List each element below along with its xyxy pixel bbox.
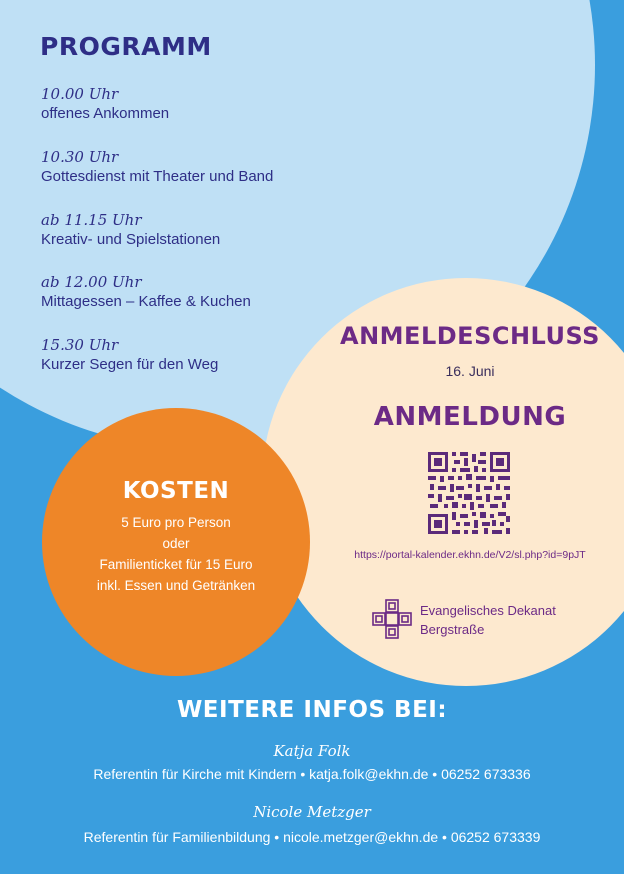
contact-name: Nicole Metzger xyxy=(253,803,371,821)
programm-item xyxy=(41,210,220,250)
programm-item xyxy=(41,335,218,375)
contact-name: Katja Folk xyxy=(273,742,351,760)
contact-details: Referentin für Kirche mit Kindern • katja.folk@ekhn.de • 06252 673336 xyxy=(93,766,531,782)
programm-item-time: ab 12.00 Uhr xyxy=(41,273,142,291)
anmeldeschluss-date: 16. Juni xyxy=(445,363,495,379)
qr-code[interactable] xyxy=(426,450,512,536)
kosten-line: Familienticket für 15 Euro xyxy=(99,557,253,572)
programm-item-time: ab 11.15 Uhr xyxy=(41,211,142,229)
dekanat-name xyxy=(420,601,556,639)
programm-item xyxy=(41,147,273,187)
dekanat-cross-logo-icon xyxy=(371,598,413,640)
programm-item xyxy=(41,272,251,312)
kosten-title: KOSTEN xyxy=(122,478,230,504)
kosten-line: 5 Euro pro Person xyxy=(121,515,231,530)
programm-item-desc: Kreativ- und Spielstationen xyxy=(41,231,221,248)
programm-title: PROGRAMM xyxy=(40,32,212,61)
programm-item-desc: Gottesdienst mit Theater und Band xyxy=(41,168,274,185)
kosten-line: inkl. Essen und Getränken xyxy=(96,578,256,593)
programm-item-desc: offenes Ankommen xyxy=(41,105,170,122)
programm-item-time: 15.30 Uhr xyxy=(41,336,119,354)
programm-item-time: 10.30 Uhr xyxy=(41,148,119,166)
weitere-infos-title: WEITERE INFOS BEI: xyxy=(176,697,448,723)
dekanat-name-line2: Bergstraße xyxy=(420,622,485,637)
programm-item-desc: Kurzer Segen für den Weg xyxy=(41,356,219,373)
registration-link[interactable]: https://portal-kalender.ekhn.de/V2/sl.php?id=9pJT xyxy=(354,549,586,561)
programm-item xyxy=(41,84,169,124)
anmeldung-title: ANMELDUNG xyxy=(373,402,567,432)
kosten-line: oder xyxy=(162,536,190,551)
contact-details: Referentin für Familienbildung • nicole.metzger@ekhn.de • 06252 673339 xyxy=(83,829,541,845)
anmeldeschluss-title: ANMELDESCHLUSS xyxy=(340,322,600,350)
programm-item-time: 10.00 Uhr xyxy=(41,85,119,103)
dekanat-name-line1: Evangelisches Dekanat xyxy=(420,603,556,618)
programm-item-desc: Mittagessen – Kaffee & Kuchen xyxy=(41,293,251,310)
